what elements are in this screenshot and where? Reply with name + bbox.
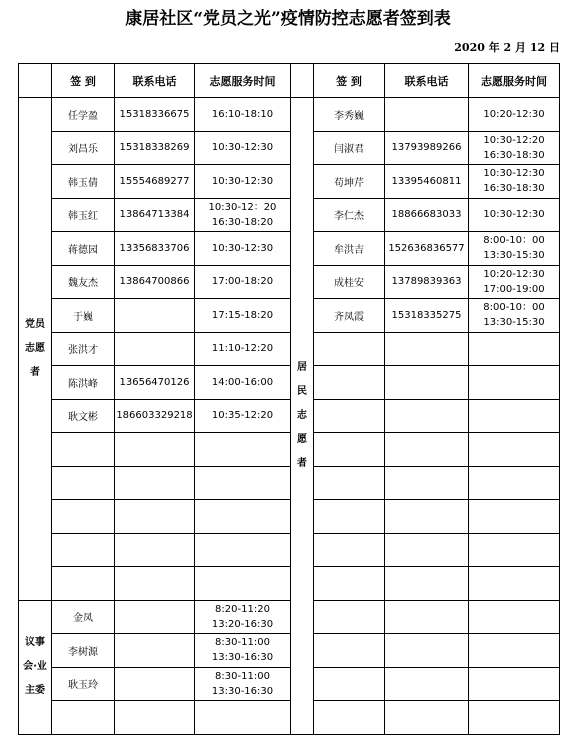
service-time: 16:10-18:10 bbox=[211, 108, 274, 120]
left-phone-cell bbox=[115, 466, 195, 500]
right-time-cell bbox=[469, 701, 560, 735]
left-name-cell[interactable]: 金凤 bbox=[52, 600, 115, 634]
right-time-cell bbox=[469, 165, 560, 199]
left-name-cell[interactable] bbox=[52, 433, 115, 467]
left-time-cell bbox=[195, 165, 291, 199]
table-row bbox=[19, 332, 560, 366]
right-phone-cell bbox=[385, 600, 469, 634]
service-time: 13:30-15:30 bbox=[483, 250, 545, 262]
table-row bbox=[19, 533, 560, 567]
service-time: 10:30-12:30 bbox=[211, 175, 274, 187]
right-phone-cell bbox=[385, 567, 469, 601]
sign-in-table bbox=[18, 63, 560, 735]
right-phone-cell bbox=[385, 466, 469, 500]
table-row bbox=[19, 667, 560, 701]
left-name-cell[interactable]: 魏友杰 bbox=[52, 265, 115, 299]
left-phone-cell: 186603329218 bbox=[115, 399, 195, 433]
right-time-cell bbox=[469, 600, 560, 634]
right-name-cell[interactable]: 苟坤芹 bbox=[314, 165, 385, 199]
right-time-cell bbox=[469, 131, 560, 165]
right-name-cell[interactable]: 李秀巍 bbox=[314, 98, 385, 132]
sign-date: 2020 年 2 月 12 日 bbox=[454, 41, 560, 54]
right-name-cell[interactable]: 齐凤霞 bbox=[314, 299, 385, 333]
group-label-council: 议事会·业主委 bbox=[19, 600, 52, 734]
service-time: 16:30-18:30 bbox=[483, 149, 545, 161]
right-name-cell[interactable] bbox=[314, 634, 385, 668]
right-time-cell bbox=[469, 265, 560, 299]
right-name-cell[interactable] bbox=[314, 667, 385, 701]
right-phone-cell: 15318335275 bbox=[385, 299, 469, 333]
table-row bbox=[19, 299, 560, 333]
left-name-cell[interactable]: 刘昌乐 bbox=[52, 131, 115, 165]
group-label-resident: 居民志愿者 bbox=[291, 98, 314, 735]
service-time: 16:30-18:20 bbox=[211, 216, 274, 228]
left-name-cell[interactable] bbox=[52, 466, 115, 500]
left-time-cell bbox=[195, 399, 291, 433]
right-name-cell[interactable] bbox=[314, 332, 385, 366]
service-time: 10:30-12:20 bbox=[483, 134, 545, 146]
right-phone-cell: 13793989266 bbox=[385, 131, 469, 165]
left-time-cell bbox=[195, 131, 291, 165]
service-time: 17:00-19:00 bbox=[483, 283, 545, 295]
left-time-cell bbox=[195, 198, 291, 232]
right-phone-cell bbox=[385, 533, 469, 567]
service-time: 13:30-16:30 bbox=[211, 652, 274, 664]
right-name-cell[interactable]: 成桂安 bbox=[314, 265, 385, 299]
left-phone-cell bbox=[115, 701, 195, 735]
right-phone-cell bbox=[385, 667, 469, 701]
right-name-cell[interactable]: 牟洪吉 bbox=[314, 232, 385, 266]
service-time: 8:20-11:20 bbox=[215, 603, 270, 615]
service-time: 11:10-12:20 bbox=[211, 343, 274, 355]
left-time-cell bbox=[195, 433, 291, 467]
service-time: 13:30-15:30 bbox=[483, 317, 545, 329]
service-time: 10:30-12:30 bbox=[483, 209, 545, 221]
header-sign: 签 到 bbox=[52, 64, 115, 98]
left-name-cell[interactable]: 于巍 bbox=[52, 299, 115, 333]
right-phone-cell: 18866683033 bbox=[385, 198, 469, 232]
service-time: 10:20-12:30 bbox=[483, 268, 545, 280]
service-time: 16:30-18:30 bbox=[483, 183, 545, 195]
left-phone-cell: 13656470126 bbox=[115, 366, 195, 400]
right-phone-cell bbox=[385, 399, 469, 433]
right-time-cell bbox=[469, 466, 560, 500]
left-time-cell bbox=[195, 265, 291, 299]
left-phone-cell bbox=[115, 533, 195, 567]
right-time-cell bbox=[469, 433, 560, 467]
right-time-cell bbox=[469, 533, 560, 567]
right-name-cell[interactable] bbox=[314, 399, 385, 433]
service-time: 13:30-16:30 bbox=[211, 685, 274, 697]
left-name-cell[interactable]: 韩玉红 bbox=[52, 198, 115, 232]
left-name-cell[interactable] bbox=[52, 500, 115, 534]
left-time-cell bbox=[195, 533, 291, 567]
table-row bbox=[19, 701, 560, 735]
left-name-cell[interactable]: 蒋德园 bbox=[52, 232, 115, 266]
left-name-cell[interactable]: 韩玉倩 bbox=[52, 165, 115, 199]
right-phone-cell bbox=[385, 366, 469, 400]
right-name-cell[interactable]: 闫淑君 bbox=[314, 131, 385, 165]
left-time-cell bbox=[195, 466, 291, 500]
left-time-cell bbox=[195, 366, 291, 400]
left-phone-cell: 15318336675 bbox=[115, 98, 195, 132]
right-name-cell[interactable] bbox=[314, 500, 385, 534]
left-phone-cell bbox=[115, 500, 195, 534]
table-row bbox=[19, 366, 560, 400]
right-name-cell[interactable] bbox=[314, 701, 385, 735]
left-time-cell bbox=[195, 567, 291, 601]
left-time-cell bbox=[195, 332, 291, 366]
header-blank-right bbox=[291, 64, 314, 98]
right-phone-cell: 13395460811 bbox=[385, 165, 469, 199]
service-time: 8:00-10：00 bbox=[483, 302, 545, 314]
service-time: 8:30-11:00 bbox=[215, 670, 270, 682]
service-time: 10:30-12:30 bbox=[483, 168, 545, 180]
header-sign: 签 到 bbox=[314, 64, 385, 98]
left-phone-cell bbox=[115, 332, 195, 366]
left-phone-cell: 15318338269 bbox=[115, 131, 195, 165]
left-name-cell[interactable] bbox=[52, 567, 115, 601]
left-time-cell bbox=[195, 634, 291, 668]
right-name-cell[interactable] bbox=[314, 433, 385, 467]
right-phone-cell bbox=[385, 634, 469, 668]
right-time-cell bbox=[469, 332, 560, 366]
service-time: 17:15-18:20 bbox=[211, 309, 274, 321]
right-phone-cell bbox=[385, 701, 469, 735]
left-name-cell[interactable]: 李树源 bbox=[52, 634, 115, 668]
left-time-cell bbox=[195, 600, 291, 634]
table-row bbox=[19, 500, 560, 534]
right-name-cell[interactable] bbox=[314, 533, 385, 567]
left-time-cell bbox=[195, 500, 291, 534]
table-row bbox=[19, 165, 560, 199]
service-time: 8:30-11:00 bbox=[215, 637, 270, 649]
service-time: 10:20-12:30 bbox=[483, 108, 545, 120]
left-phone-cell bbox=[115, 433, 195, 467]
table-row bbox=[19, 600, 560, 634]
left-time-cell bbox=[195, 98, 291, 132]
group-label-party: 党员志愿者 bbox=[19, 98, 52, 601]
left-phone-cell: 13356833706 bbox=[115, 232, 195, 266]
page-title: 康居社区“党员之光”疫情防控志愿者签到表 bbox=[125, 9, 451, 29]
left-phone-cell bbox=[115, 600, 195, 634]
table-row bbox=[19, 98, 560, 132]
left-phone-cell: 15554689277 bbox=[115, 165, 195, 199]
right-time-cell bbox=[469, 198, 560, 232]
left-phone-cell: 13864713384 bbox=[115, 198, 195, 232]
right-phone-cell bbox=[385, 98, 469, 132]
right-phone-cell bbox=[385, 433, 469, 467]
table-row bbox=[19, 634, 560, 668]
left-phone-cell bbox=[115, 299, 195, 333]
left-time-cell bbox=[195, 667, 291, 701]
left-name-cell[interactable]: 张洪才 bbox=[52, 332, 115, 366]
header-time: 志愿服务时间 bbox=[469, 64, 560, 98]
header-blank-left bbox=[19, 64, 52, 98]
service-time: 10:30-12:30 bbox=[211, 142, 274, 154]
left-phone-cell bbox=[115, 634, 195, 668]
table-row bbox=[19, 466, 560, 500]
service-time: 17:00-18:20 bbox=[211, 276, 274, 288]
service-time: 14:00-16:00 bbox=[211, 376, 274, 388]
left-time-cell bbox=[195, 299, 291, 333]
header-phone: 联系电话 bbox=[115, 64, 195, 98]
right-name-cell[interactable] bbox=[314, 466, 385, 500]
right-name-cell[interactable] bbox=[314, 366, 385, 400]
table-row bbox=[19, 265, 560, 299]
table-row bbox=[19, 567, 560, 601]
right-time-cell bbox=[469, 299, 560, 333]
right-time-cell bbox=[469, 232, 560, 266]
right-time-cell bbox=[469, 634, 560, 668]
right-phone-cell: 13789839363 bbox=[385, 265, 469, 299]
left-name-cell[interactable] bbox=[52, 701, 115, 735]
right-phone-cell bbox=[385, 500, 469, 534]
right-time-cell bbox=[469, 567, 560, 601]
right-name-cell[interactable] bbox=[314, 600, 385, 634]
service-time: 8:00-10：00 bbox=[483, 235, 545, 247]
header-phone: 联系电话 bbox=[385, 64, 469, 98]
left-name-cell[interactable]: 耿文彬 bbox=[52, 399, 115, 433]
service-time: 13:20-16:30 bbox=[211, 618, 274, 630]
left-time-cell bbox=[195, 232, 291, 266]
left-time-cell bbox=[195, 701, 291, 735]
left-phone-cell bbox=[115, 567, 195, 601]
table-row bbox=[19, 232, 560, 266]
right-time-cell bbox=[469, 98, 560, 132]
table-row bbox=[19, 198, 560, 232]
left-phone-cell bbox=[115, 667, 195, 701]
table-row bbox=[19, 433, 560, 467]
service-time: 10:30-12:30 bbox=[211, 242, 274, 254]
header-time: 志愿服务时间 bbox=[195, 64, 291, 98]
table-row bbox=[19, 399, 560, 433]
right-name-cell[interactable] bbox=[314, 567, 385, 601]
right-time-cell bbox=[469, 399, 560, 433]
right-time-cell bbox=[469, 500, 560, 534]
right-time-cell bbox=[469, 667, 560, 701]
left-phone-cell: 13864700866 bbox=[115, 265, 195, 299]
left-name-cell[interactable]: 耿玉玲 bbox=[52, 667, 115, 701]
right-time-cell bbox=[469, 366, 560, 400]
left-name-cell[interactable]: 任学盈 bbox=[52, 98, 115, 132]
left-name-cell[interactable] bbox=[52, 533, 115, 567]
right-name-cell[interactable]: 李仁杰 bbox=[314, 198, 385, 232]
service-time: 10:35-12:20 bbox=[211, 410, 274, 422]
left-name-cell[interactable]: 陈洪峰 bbox=[52, 366, 115, 400]
right-phone-cell bbox=[385, 332, 469, 366]
service-time: 10:30-12：20 bbox=[208, 201, 277, 213]
right-phone-cell: 15263683657​7 bbox=[385, 232, 469, 266]
table-row bbox=[19, 131, 560, 165]
